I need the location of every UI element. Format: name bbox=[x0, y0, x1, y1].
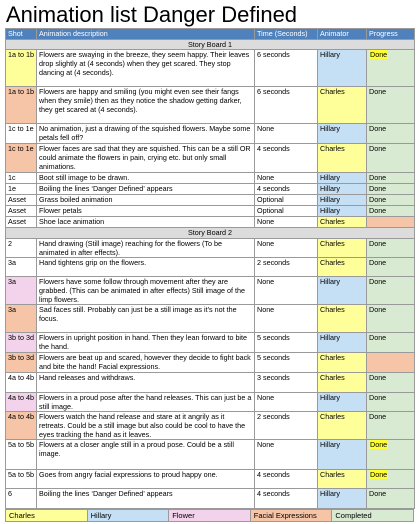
progress-status: Done bbox=[369, 305, 387, 314]
animator-cell: Hillary bbox=[318, 206, 367, 217]
animator-cell: Hillary bbox=[318, 277, 367, 305]
time-cell: None bbox=[255, 305, 318, 333]
animator-cell: Hillary bbox=[318, 393, 367, 412]
animator-cell: Charles bbox=[318, 217, 367, 228]
description-cell: Hand tightens grip on the flowers. bbox=[37, 258, 255, 277]
shot-cell: 1c bbox=[6, 173, 37, 184]
progress-status: Done bbox=[370, 440, 388, 449]
progress-status: Done bbox=[369, 87, 387, 96]
animator-cell: Hillary bbox=[318, 440, 367, 470]
progress-status: Done bbox=[369, 412, 387, 421]
animator-cell: Charles bbox=[318, 373, 367, 393]
animator-cell: Charles bbox=[318, 412, 367, 440]
shot-cell: 1c to 1e bbox=[6, 144, 37, 173]
progress-status: Done bbox=[369, 184, 387, 193]
progress-status: Done bbox=[369, 277, 387, 286]
table-row bbox=[6, 206, 415, 217]
description-cell: Sad faces still. Probably can just be a still image as it’s not the focus. bbox=[37, 305, 255, 333]
shot-cell: Asset bbox=[6, 195, 37, 206]
shot-cell: 3b to 3d bbox=[6, 353, 37, 373]
table-row bbox=[6, 258, 415, 277]
progress-cell bbox=[367, 353, 415, 373]
table-row bbox=[6, 373, 415, 393]
table-row bbox=[6, 305, 415, 333]
progress-status: Done bbox=[369, 173, 387, 182]
time-cell: 4 seconds bbox=[255, 144, 318, 173]
shot-cell: Asset bbox=[6, 217, 37, 228]
progress-status: Done bbox=[369, 239, 387, 248]
time-cell: None bbox=[255, 124, 318, 144]
section-row bbox=[6, 228, 415, 239]
time-cell: 6 seconds bbox=[255, 50, 318, 87]
animator-cell: Charles bbox=[318, 353, 367, 373]
progress-status: Done bbox=[369, 124, 387, 133]
legend-item: Completed bbox=[332, 510, 414, 522]
animator-cell: Charles bbox=[318, 470, 367, 489]
time-cell: 4 seconds bbox=[255, 489, 318, 509]
table-row bbox=[6, 144, 415, 173]
document-title: Animation list Danger Defined bbox=[6, 2, 298, 27]
legend-row bbox=[6, 510, 414, 522]
col-header-progress: Progress bbox=[367, 29, 415, 40]
description-cell: Flowers in upright position in hand. Then they lean forward to bite the hand. bbox=[37, 333, 255, 353]
legend-item: Charles bbox=[6, 510, 88, 522]
progress-cell bbox=[367, 373, 415, 393]
shot-cell: 3a bbox=[6, 305, 37, 333]
progress-status: Done bbox=[369, 206, 387, 215]
shot-cell: 1e bbox=[6, 184, 37, 195]
animator-cell: Charles bbox=[318, 239, 367, 258]
table-row bbox=[6, 333, 415, 353]
animator-cell: Hillary bbox=[318, 50, 367, 87]
progress-cell bbox=[367, 470, 415, 489]
progress-cell bbox=[367, 195, 415, 206]
description-cell: Shoe lace animation bbox=[37, 217, 255, 228]
description-cell: Flowers are happy and smiling (you might even see their fangs when they smile) then as they notice the shadow getting darker, they get scared at (4 seconds). bbox=[37, 87, 255, 124]
legend-item: Flower bbox=[169, 510, 251, 522]
description-cell: Flowers watch the hand release and stare at it angrily as it retreats. Could be a still image but also could be cool to have the eyes tracking the hand as it leaves. bbox=[37, 412, 255, 440]
time-cell: 5 seconds bbox=[255, 353, 318, 373]
progress-cell bbox=[367, 333, 415, 353]
time-cell: None bbox=[255, 440, 318, 470]
description-cell: No animation, just a drawing of the squished flowers. Maybe some petals fell off? bbox=[37, 124, 255, 144]
table-header-row bbox=[6, 29, 415, 40]
col-header-shot: Shot bbox=[6, 29, 37, 40]
progress-cell bbox=[367, 277, 415, 305]
progress-cell bbox=[367, 489, 415, 509]
animator-cell: Hillary bbox=[318, 124, 367, 144]
animator-cell: Charles bbox=[318, 144, 367, 173]
time-cell: None bbox=[255, 173, 318, 184]
animation-table bbox=[5, 28, 415, 509]
time-cell: 2 seconds bbox=[255, 258, 318, 277]
progress-cell bbox=[367, 144, 415, 173]
time-cell: 4 seconds bbox=[255, 184, 318, 195]
shot-cell: 5a to 5b bbox=[6, 440, 37, 470]
col-header-description: Animation description bbox=[37, 29, 255, 40]
progress-status: Done bbox=[369, 195, 387, 204]
shot-cell: 6 bbox=[6, 489, 37, 509]
progress-status: Done bbox=[369, 393, 387, 402]
shot-cell: 5a to 5b bbox=[6, 470, 37, 489]
table-row bbox=[6, 393, 415, 412]
animator-cell: Hillary bbox=[318, 489, 367, 509]
table-row bbox=[6, 87, 415, 124]
description-cell: Flower petals bbox=[37, 206, 255, 217]
description-cell: Boiling the lines ‘Danger Defined’ appears bbox=[37, 489, 255, 509]
table-row bbox=[6, 440, 415, 470]
progress-cell bbox=[367, 239, 415, 258]
description-cell: Goes from angry facial expressions to proud happy one. bbox=[37, 470, 255, 489]
time-cell: None bbox=[255, 217, 318, 228]
progress-status: Done bbox=[369, 373, 387, 382]
shot-cell: 4a to 4b bbox=[6, 393, 37, 412]
shot-cell: 2 bbox=[6, 239, 37, 258]
animator-cell: Hillary bbox=[318, 184, 367, 195]
section-row bbox=[6, 40, 415, 50]
time-cell: None bbox=[255, 239, 318, 258]
progress-status: Done bbox=[369, 333, 387, 342]
table-row bbox=[6, 470, 415, 489]
time-cell: None bbox=[255, 277, 318, 305]
table-row bbox=[6, 195, 415, 206]
progress-cell bbox=[367, 217, 415, 228]
progress-cell bbox=[367, 393, 415, 412]
table-body bbox=[6, 40, 415, 509]
progress-cell bbox=[367, 87, 415, 124]
description-cell: Flower faces are sad that they are squished. This can be a still OR could animate the flowers in pain, crying etc. but only small animations. bbox=[37, 144, 255, 173]
table-row bbox=[6, 50, 415, 87]
animator-cell: Hillary bbox=[318, 173, 367, 184]
shot-cell: 1a to 1b bbox=[6, 87, 37, 124]
table-row bbox=[6, 173, 415, 184]
progress-cell bbox=[367, 206, 415, 217]
table-row bbox=[6, 412, 415, 440]
color-legend bbox=[5, 509, 414, 522]
description-cell: Boiling the lines ‘Danger Defined’ appears bbox=[37, 184, 255, 195]
shot-cell: Asset bbox=[6, 206, 37, 217]
progress-cell bbox=[367, 173, 415, 184]
description-cell: Flowers at a closer angle still in a proud pose. Could be a still image. bbox=[37, 440, 255, 470]
legend-item: Hillary bbox=[87, 510, 169, 522]
progress-cell bbox=[367, 184, 415, 195]
description-cell: Flowers in a proud pose after the hand releases. This can just be a still image. bbox=[37, 393, 255, 412]
description-cell: Hand drawing (Still image) reaching for the flowers (To be animated in after effects). bbox=[37, 239, 255, 258]
time-cell: 3 seconds bbox=[255, 373, 318, 393]
time-cell: None bbox=[255, 393, 318, 412]
time-cell: 5 seconds bbox=[255, 333, 318, 353]
progress-status: Done bbox=[369, 144, 387, 153]
progress-status: Done bbox=[369, 258, 387, 267]
shot-cell: 3a bbox=[6, 277, 37, 305]
section-title: Story Board 2 bbox=[6, 228, 415, 239]
progress-status: Done bbox=[370, 50, 388, 59]
shot-cell: 3a bbox=[6, 258, 37, 277]
time-cell: Optional bbox=[255, 195, 318, 206]
table-row bbox=[6, 124, 415, 144]
progress-cell bbox=[367, 258, 415, 277]
progress-cell bbox=[367, 412, 415, 440]
progress-cell bbox=[367, 50, 415, 87]
animator-cell: Hillary bbox=[318, 333, 367, 353]
shot-cell: 1c to 1e bbox=[6, 124, 37, 144]
description-cell: Hand releases and withdraws. bbox=[37, 373, 255, 393]
animator-cell: Hillary bbox=[318, 195, 367, 206]
time-cell: 2 seconds bbox=[255, 412, 318, 440]
table-row bbox=[6, 277, 415, 305]
animator-cell: Charles bbox=[318, 258, 367, 277]
animator-cell: Charles bbox=[318, 87, 367, 124]
table-row bbox=[6, 184, 415, 195]
table-row bbox=[6, 239, 415, 258]
time-cell: 6 seconds bbox=[255, 87, 318, 124]
table-row bbox=[6, 217, 415, 228]
col-header-animator: Animator bbox=[318, 29, 367, 40]
description-cell: Boot still image to be drawn. bbox=[37, 173, 255, 184]
description-cell: Flowers are beat up and scared, however they decide to fight back and bite the hand! Facial expressions. bbox=[37, 353, 255, 373]
time-cell: 4 seconds bbox=[255, 470, 318, 489]
progress-status: Done bbox=[369, 489, 387, 498]
description-cell: Flowers have some follow through movement after they are grabbed. (This can be animated in after effects) Still image of the limp flowers. bbox=[37, 277, 255, 305]
shot-cell: 1a to 1b bbox=[6, 50, 37, 87]
time-cell: Optional bbox=[255, 206, 318, 217]
table-row bbox=[6, 353, 415, 373]
progress-cell bbox=[367, 305, 415, 333]
description-cell: Grass boiled animation bbox=[37, 195, 255, 206]
progress-cell bbox=[367, 124, 415, 144]
table-row bbox=[6, 489, 415, 509]
shot-cell: 4a to 4b bbox=[6, 373, 37, 393]
shot-cell: 4a to 4b bbox=[6, 412, 37, 440]
col-header-time: Time (Seconds) bbox=[255, 29, 318, 40]
section-title: Story Board 1 bbox=[6, 40, 415, 50]
animator-cell: Charles bbox=[318, 305, 367, 333]
progress-status: Done bbox=[370, 470, 388, 479]
shot-cell: 3b to 3d bbox=[6, 333, 37, 353]
progress-cell bbox=[367, 440, 415, 470]
legend-item: Facial Expressions bbox=[250, 510, 332, 522]
description-cell: Flowers are swaying in the breeze, they seem happy. Their leaves drop slightly at (4 seconds) when they get scared. They stop dancing at (4 seconds). bbox=[37, 50, 255, 87]
